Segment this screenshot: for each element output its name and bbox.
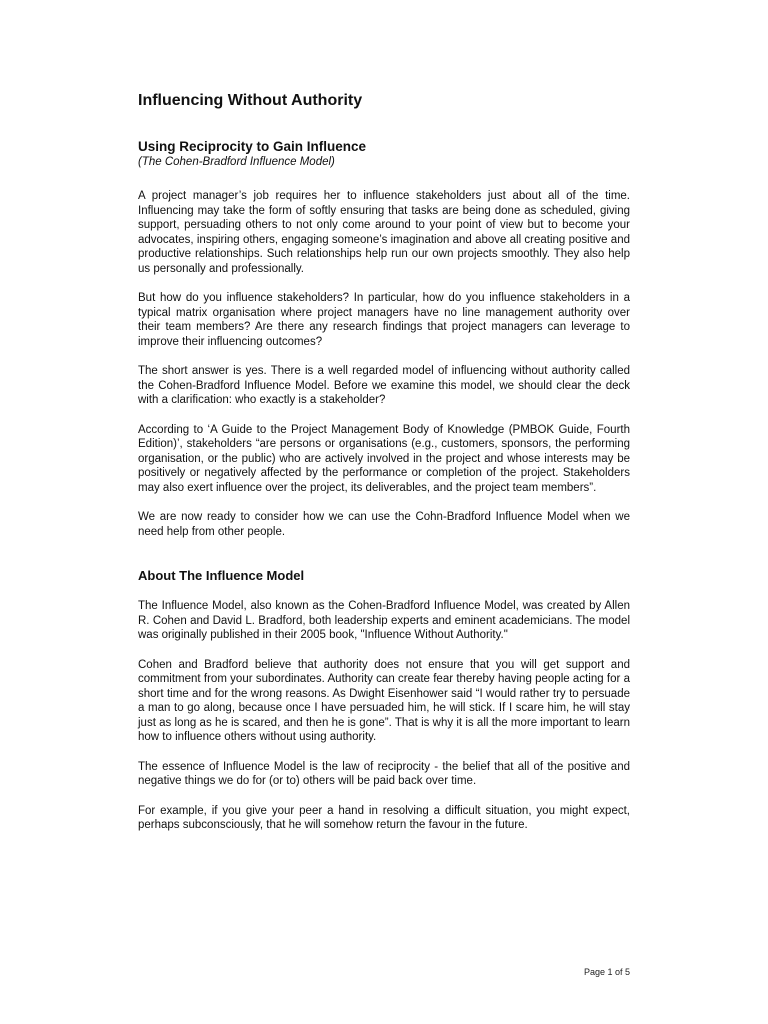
paragraph: The short answer is yes. There is a well regarded model of influencing without authority called the Cohen-Bradford Influence Model. Before we examine this model, we should clear the deck with a clarification: who exactly is a stakeholder? [138,365,630,406]
paragraph: The Influence Model, also known as the Cohen-Bradford Influence Model, was created by Allen R. Cohen and David L. Bradford, both leadership experts and eminent academicians. The model was originally published in their 2005 book, "Influence Without Authority." [138,600,630,641]
paragraph: But how do you influence stakeholders? In particular, how do you influence stakeholders in a typical matrix organisation where project managers have no line management authority over their team members? Are there any research findings that project managers can leverage to improve their influencing outcomes? [138,292,630,348]
paragraph: For example, if you give your peer a hand in resolving a difficult situation, you might expect, perhaps subconsciously, that he will somehow return the favour in the future. [138,804,630,831]
paragraph: According to ‘A Guide to the Project Management Body of Knowledge (PMBOK Guide, Fourth Edition)’, stakeholders “are persons or organisations (e.g., customers, sponsors, the performing organisation, or the public) who are actively involved in the project and whose interests may be positively or negatively affected by the performance or completion of the project. Stakeholders may also exert influence over the project, its deliverables, and the project team members”. [138,423,630,494]
section-heading-reciprocity: Using Reciprocity to Gain Influence [138,139,367,154]
page-content [138,90,630,833]
paragraph: Cohen and Bradford believe that authority does not ensure that you will get support and commitment from your subordinates. Authority can create fear thereby having people acting for a short time and for the wrong reasons. As Dwight Eisenhower said “I would rather try to persuade a man to go along, because once I have persuaded him, he will stick. If I scare him, he will stay just as long as he is scared, and then he is gone”. That is why it is all the more important to learn how to influence others without using authority. [138,658,630,743]
paragraph: We are now ready to consider how we can use the Cohn-Bradford Influence Model when we need help from other people. [138,511,630,538]
paragraph: A project manager’s job requires her to influence stakeholders just about all of the time. Influencing may take the form of softly ensuring that tasks are being done as scheduled, giving support, persuading others to not only come around to your point of view but to become your advocates, inspiring others, engaging someone’s imagination and above all creating positive and productive relationships. Such relationships help run our own projects smoothly. They also help us personally and professionally. [138,190,630,275]
document-title: Influencing Without Authority [138,92,363,109]
paragraph: The essence of Influence Model is the law of reciprocity - the belief that all of the positive and negative things we do for (or to) others will be paid back over time. [138,760,630,787]
section-subheading: (The Cohen-Bradford Influence Model) [138,156,335,168]
page-number: Page 1 of 5 [583,967,630,977]
section-heading-influence-model: About The Influence Model [138,568,305,583]
